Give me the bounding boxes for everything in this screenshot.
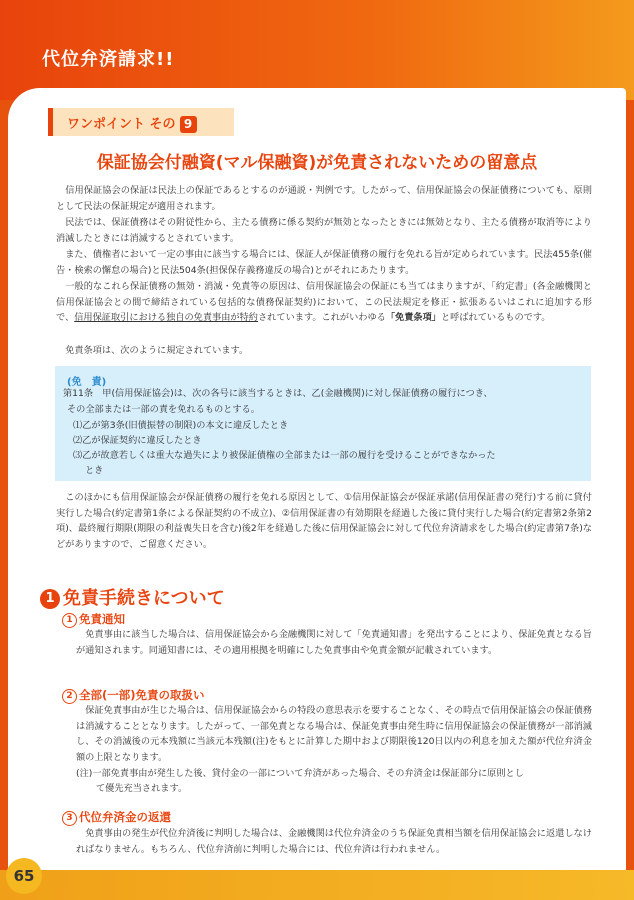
intro-paragraph-2: 民法では、保証債務はその附従性から、主たる債務に係る契約が無効となったときには無効となり、主たる債務が取消等により消滅したときには消滅するとされています。 [56,217,592,244]
box-item-3-cont: とき [85,465,104,476]
section-title: 免責手続きについて [63,588,225,609]
subsection-1-number: 1 [62,613,77,628]
intro-paragraph-1: 信用保証協会の保証は民法上の保証であるとするのが通説・判例です。したがって、信用保証協会の保証債務についても、原則として民法の保証規定が適用されます。 [56,185,592,212]
footer-band [0,870,634,900]
exemption-clause-box [55,366,591,481]
section-number-badge: 1 [40,589,60,609]
after-box-paragraph: このほかにも信用保証協会が保証債務の履行を免れる原因として、①信用保証協会が保証承諾(信用保証書の発行)する前に貸付実行した場合(約定書第1条による保証契約の不成立)、②信用保証書の有効期限を経過した後に貸付実行した場合(約定書第2条第2項)、最終履行期限(期限の利益喪失日を含む)後2年を経過した後に信用保証協会に対して代位弁済請求をした場合(約定書第7条)などがありますので、ご留意ください。 [56,492,592,551]
box-item-2: ⑵乙が保証契約に違反したとき [73,435,202,446]
subsection-2-note-1: (注)一部免責事由が発生した後、貸付金の一部について弁済があった場合、その弁済金は保証部分に原則とし [76,768,524,779]
box-line-1: 第11条 甲(信用保証協会)は、次の各号に該当するときは、乙(金融機関)に対し保証債務の履行につき、 [63,388,493,399]
subsection-1-heading [62,611,125,628]
subsection-3-body: 免責事由の発生が代位弁済後に判明した場合は、金融機関は代位弁済金のうち保証免責相当額を信用保証協会に返還しなければなりません。もちろん、代位弁済前に判明した場合には、代位弁済は行われません。 [76,828,592,855]
onepoint-label: ワンポイント その [67,117,176,132]
intro-p4-text-b: されています。これがいわゆる [257,312,386,324]
main-heading: 保証協会付融資(マル保融資)が免責されないための留意点 [96,153,538,173]
box-line-2: その全部または一部の責を免れるものとする。 [67,404,260,415]
subsection-2-body: 保証免責事由が生じた場合は、信用保証協会からの特段の意思表示を要することなく、その時点で信用保証協会の保証債務は消滅することとなります。したがって、一部免責となる場合は、保証免責事由発生時に信用保証協会の保証債務が一部消滅し、その消滅後の元本残額に当該元本残額(注)をもとに計算した期中および期限後120日以内の利息を加えた額が代位弁済金額の上限となります。 [76,705,592,764]
intro-paragraph-3: また、債権者において一定の事由に該当する場合には、保証人が保証債務の履行を免れる旨が定められています。民法455条(催告・検索の懈怠の場合)と民法504条(担保保存義務違反の場合)とがそれにあたります。 [56,249,592,276]
subsection-1-title: 免責通知 [79,612,125,626]
page-title: 代位弁済請求!! [42,49,175,70]
intro-p4-text-c: と呼ばれているものです。 [440,312,551,324]
intro-paragraph-4 [56,279,592,326]
subsection-3-number: 3 [62,811,77,826]
onepoint-label-box [48,108,234,136]
box-item-1: ⑴乙が第3条(旧債振替の制限)の本文に違反したとき [73,420,289,431]
subsection-1-body: 免責事由に該当した場合は、信用保証協会から金融機関に対して「免責通知書」を発出することにより、保証免責となる旨が通知されます。同通知書には、その適用根拠を明確にした免責事由や免責金額が記載されています。 [76,629,592,656]
subsection-3-title: 代位弁済金の返還 [79,810,171,824]
subsection-2-note-2: て優先充当されます。 [96,783,188,794]
intro-paragraph-5: 免責条項は、次のように規定されています。 [65,345,249,356]
section-heading [40,584,225,610]
onepoint-number: 9 [180,116,197,133]
intro-p4-bold: 「免責条項」 [385,312,441,324]
page-number: 65 [6,858,42,894]
subsection-2-title: 全部(一部)免責の取扱い [79,688,205,702]
subsection-2-heading [62,687,205,704]
intro-p4-text-a: 一般的なこれら保証債務の無効・消滅・免責等の原因は、信用保証協会の保証にも当てはまりますが、「約定書」(各金融機関と信用保証協会との間で締結されている包括的な債務保証契約)において、この民法規定を修正・拡張あるいはこれに追加する形で、 [56,281,592,324]
box-item-3: ⑶乙が故意若しくは重大な過失により被保証債権の全部または一部の履行を受けることができなかった [73,450,496,461]
box-title: (免 責) [67,377,107,388]
subsection-3-heading [62,809,171,826]
intro-p4-underlined: 信用保証取引における独自の免責事由が特約 [74,312,258,324]
subsection-2-number: 2 [62,689,77,704]
